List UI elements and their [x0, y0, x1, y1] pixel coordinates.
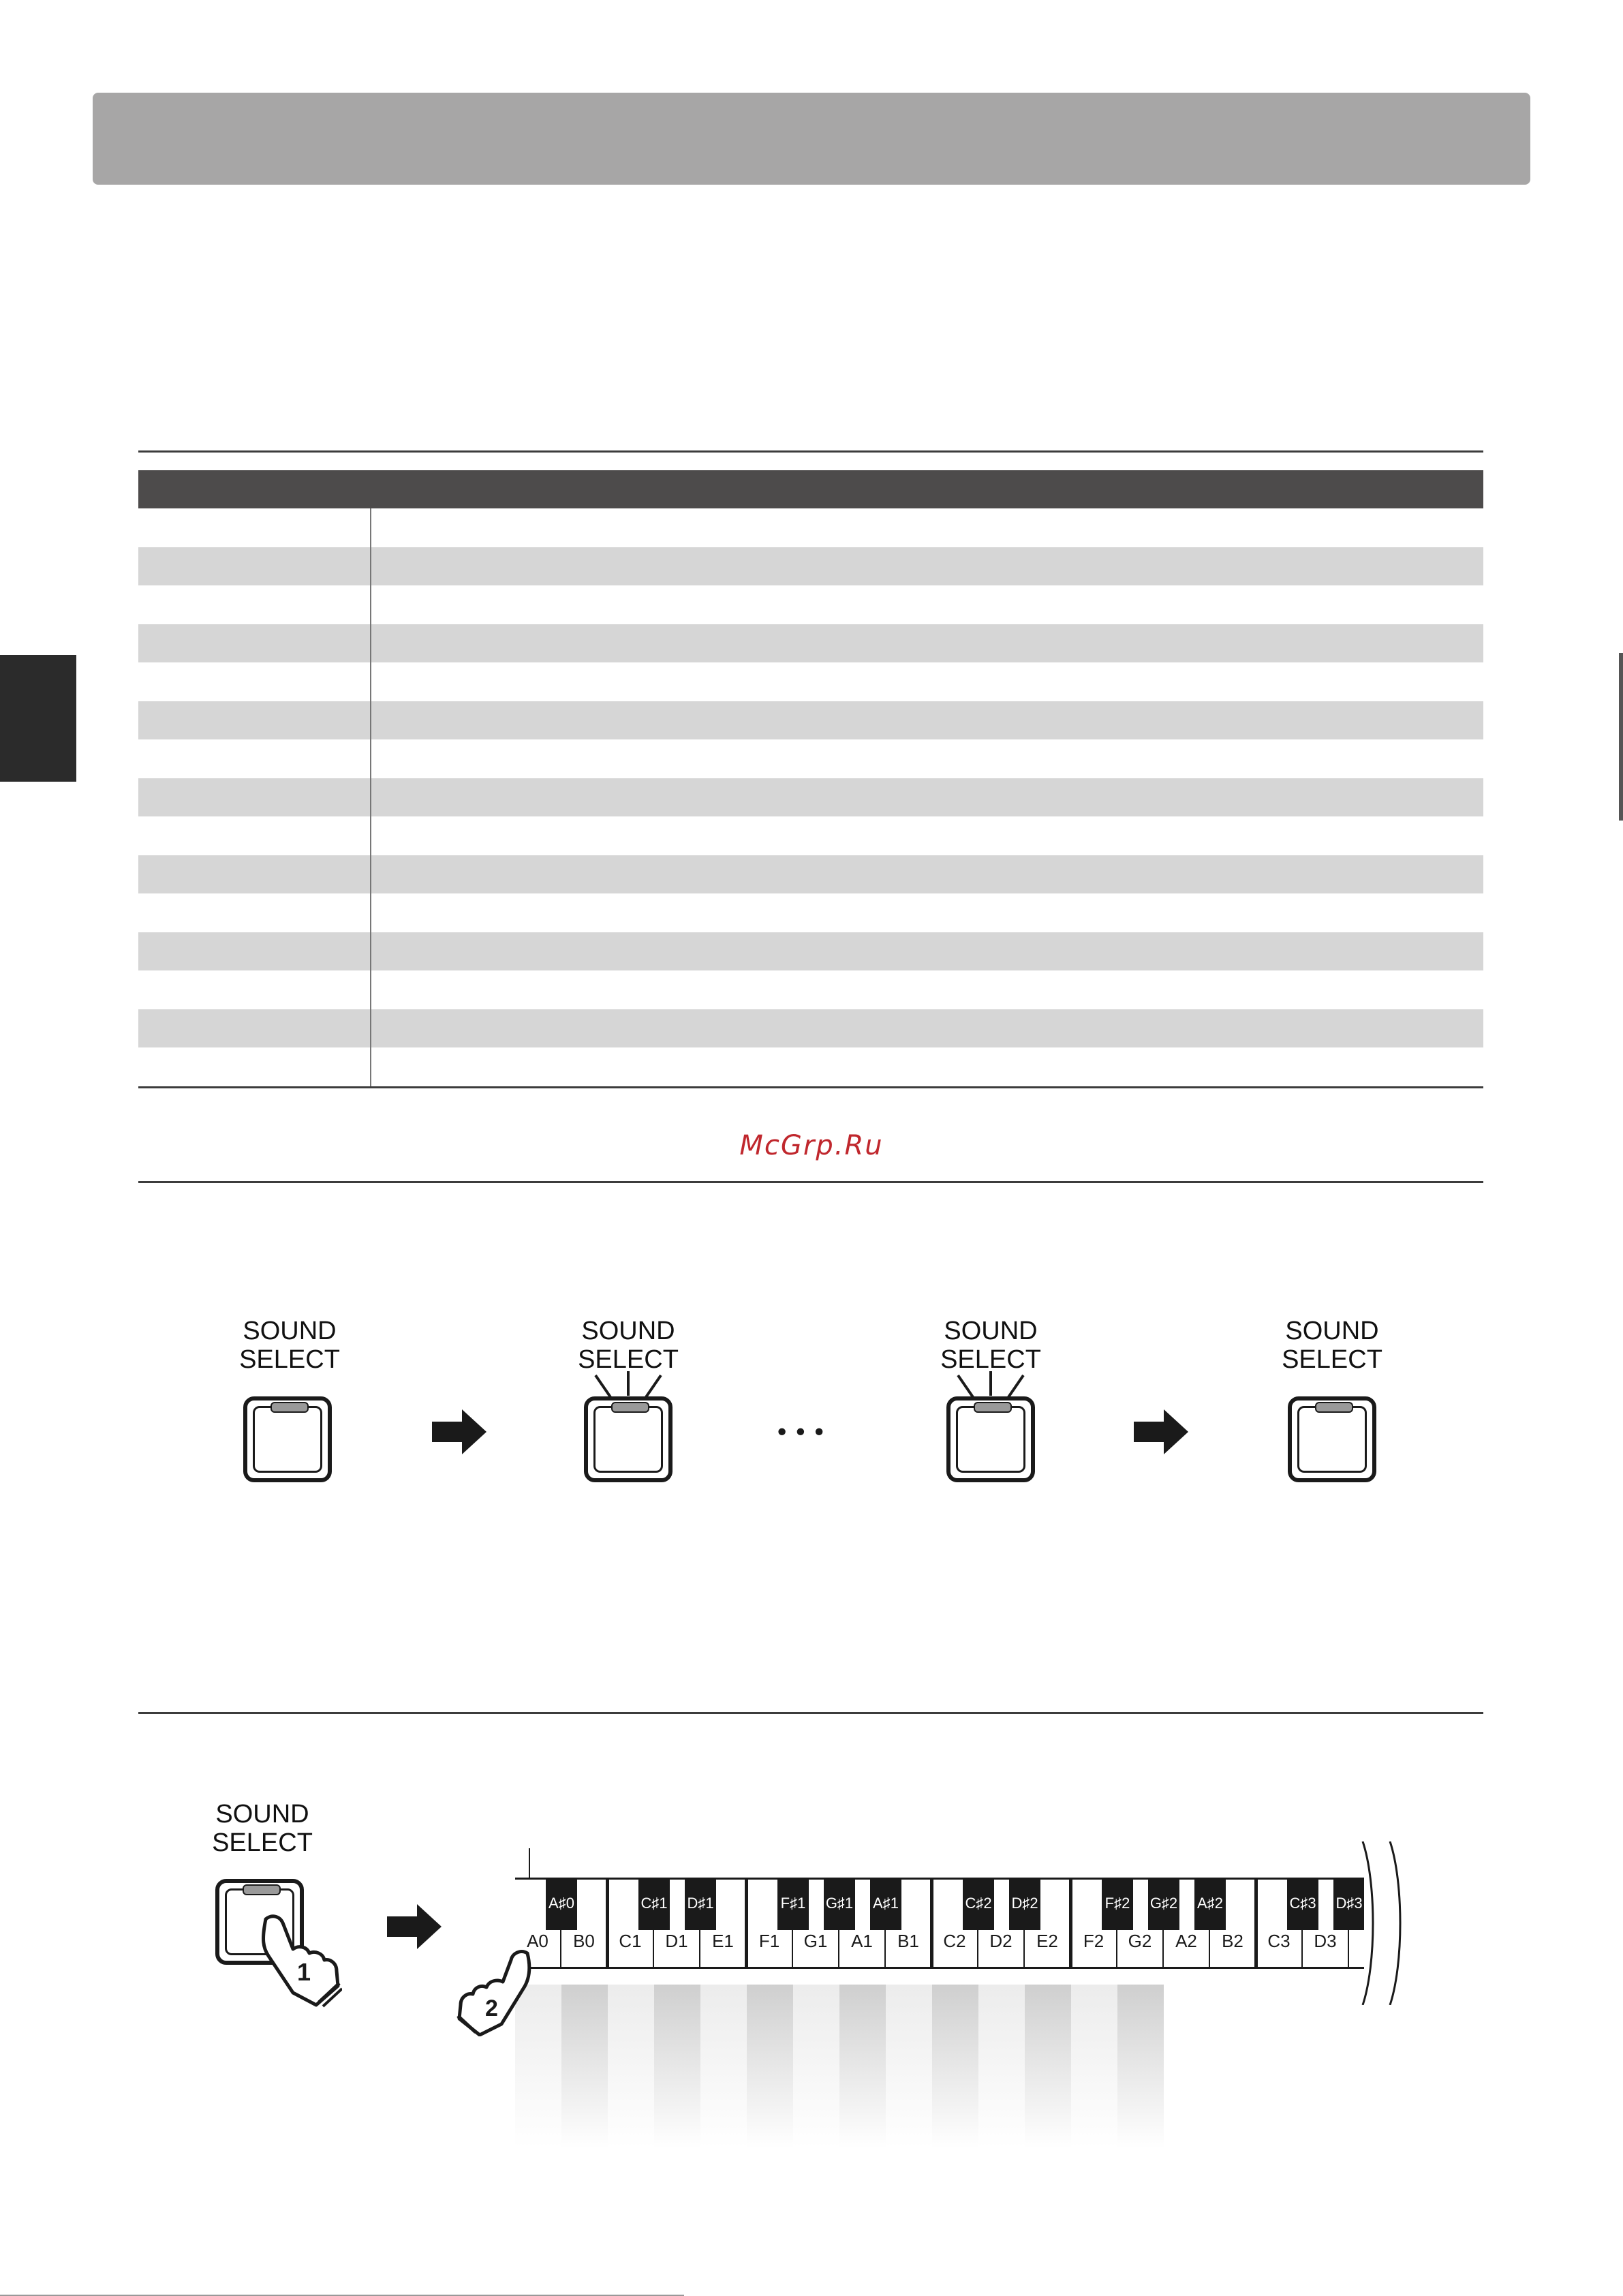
sound-select-label-line1: SOUND	[215, 1800, 309, 1828]
sound-select-label	[208, 1317, 371, 1374]
key-highlight-glow	[978, 1985, 1025, 2148]
white-key-label: F1	[758, 1931, 780, 1951]
table-row	[138, 1009, 1483, 1048]
button-inner-outline	[1297, 1406, 1367, 1473]
sound-select-button-lit[interactable]	[584, 1396, 673, 1482]
table-row	[138, 585, 1483, 624]
button-inner-outline	[253, 1406, 322, 1473]
table-row	[138, 701, 1483, 740]
white-key-label: B0	[573, 1931, 595, 1951]
keyboard-pointer-line	[529, 1848, 530, 1878]
sound-select-label-line2: SELECT	[940, 1345, 1041, 1374]
sound-select-label-line2: SELECT	[1282, 1345, 1382, 1374]
table-row	[138, 1047, 1483, 1086]
white-key-label: A0	[527, 1931, 548, 1951]
key-group-separator	[1069, 1880, 1072, 1967]
sound-select-label	[909, 1317, 1072, 1374]
hand-press-icon	[253, 1912, 342, 2008]
black-key[interactable]	[1148, 1880, 1179, 1930]
table-row	[138, 893, 1483, 932]
white-key-label: D2	[989, 1931, 1013, 1951]
black-key-label: D♯2	[1011, 1895, 1038, 1912]
table-row	[138, 778, 1483, 817]
black-key[interactable]	[824, 1880, 855, 1930]
black-key[interactable]	[963, 1880, 994, 1930]
white-key-label: E2	[1036, 1931, 1058, 1951]
led-indicator	[611, 1402, 649, 1413]
step-2-badge: 2	[485, 1995, 498, 2021]
key-highlight-glow	[608, 1985, 654, 2148]
sound-select-label	[1250, 1317, 1414, 1374]
black-key[interactable]	[546, 1880, 577, 1930]
arrow-right-icon	[432, 1409, 486, 1454]
key-highlight-glow	[700, 1985, 747, 2148]
white-key-label: G1	[803, 1931, 828, 1951]
led-indicator	[974, 1402, 1012, 1413]
key-group-separator	[606, 1880, 609, 1967]
led-indicator	[1315, 1402, 1353, 1413]
sound-table	[138, 470, 1483, 1086]
table-header-row	[138, 470, 1483, 508]
sound-select-label-line2: SELECT	[239, 1345, 340, 1374]
arrow-right-icon	[1134, 1409, 1188, 1454]
sound-select-label-line1: SOUND	[581, 1317, 675, 1345]
table-row	[138, 662, 1483, 701]
black-key[interactable]	[1102, 1880, 1133, 1930]
key-highlight-glow	[839, 1985, 886, 2148]
table-row	[138, 624, 1483, 663]
black-key-label: D♯3	[1335, 1895, 1363, 1912]
white-key-label: A1	[851, 1931, 873, 1951]
key-group-separator	[745, 1880, 748, 1967]
white-key-label: G2	[1128, 1931, 1152, 1951]
watermark-text: McGrp.Ru	[739, 1130, 884, 1161]
hand-press-icon	[455, 1949, 534, 2036]
table-row	[138, 547, 1483, 586]
ellipsis-icon: •••	[775, 1419, 831, 1447]
key-highlight-glow	[561, 1985, 608, 2148]
sound-select-label-line2: SELECT	[212, 1828, 313, 1857]
table-top-rule	[138, 450, 1483, 453]
black-key-label: C♯1	[640, 1895, 668, 1912]
black-key-label: G♯1	[825, 1895, 854, 1912]
black-key-label: G♯2	[1149, 1895, 1178, 1912]
button-inner-outline	[593, 1406, 663, 1473]
table-row	[138, 739, 1483, 778]
white-key-label: C2	[943, 1931, 966, 1951]
black-key-label: D♯1	[687, 1895, 714, 1912]
black-key[interactable]	[777, 1880, 809, 1930]
black-key-label: F♯1	[780, 1895, 806, 1912]
table-row	[138, 816, 1483, 855]
sound-select-label-line1: SOUND	[944, 1317, 1038, 1345]
sound-select-label	[546, 1317, 710, 1374]
table-bottom-rule	[138, 1086, 1483, 1088]
key-highlight-glow	[886, 1985, 932, 2148]
led-indicator	[243, 1884, 281, 1895]
white-key-label: F2	[1083, 1931, 1104, 1951]
keyboard	[515, 1878, 1374, 1969]
sound-select-label-line1: SOUND	[1285, 1317, 1379, 1345]
black-key[interactable]	[1194, 1880, 1226, 1930]
arrow-right-icon	[387, 1904, 442, 1949]
white-key-label: D3	[1314, 1931, 1337, 1951]
key-highlight-glow	[747, 1985, 793, 2148]
key-group-separator	[1254, 1880, 1258, 1967]
white-key-label: C3	[1267, 1931, 1290, 1951]
black-key-label: A♯1	[873, 1895, 899, 1912]
black-key-label: A♯0	[548, 1895, 574, 1912]
section-header-bar	[93, 93, 1530, 185]
table-row	[138, 970, 1483, 1009]
chapter-side-tab	[0, 655, 76, 782]
key-highlight-glow	[654, 1985, 700, 2148]
section-rule	[138, 1181, 1483, 1183]
white-key-label: A2	[1175, 1931, 1197, 1951]
key-highlight-glow	[793, 1985, 839, 2148]
button-inner-outline	[956, 1406, 1025, 1473]
led-indicator	[270, 1402, 309, 1413]
white-key-label: B1	[897, 1931, 919, 1951]
black-key[interactable]	[1009, 1880, 1040, 1930]
white-key-label: B2	[1222, 1931, 1243, 1951]
black-key[interactable]	[685, 1880, 716, 1930]
sound-select-label-line2: SELECT	[578, 1345, 679, 1374]
key-group-separator	[930, 1880, 933, 1967]
table-row	[138, 508, 1483, 547]
black-key-label: A♯2	[1197, 1895, 1223, 1912]
white-key-label: D1	[665, 1931, 688, 1951]
black-key-label: C♯3	[1289, 1895, 1316, 1912]
table-row	[138, 932, 1483, 971]
key-highlight-glow	[932, 1985, 978, 2148]
break-line-icon	[1356, 1841, 1410, 2005]
table-column-divider	[370, 508, 371, 1086]
black-key-label: F♯2	[1104, 1895, 1130, 1912]
table-row	[138, 855, 1483, 894]
sound-select-label-line1: SOUND	[243, 1317, 337, 1345]
key-highlight-glow	[1025, 1985, 1071, 2148]
black-key[interactable]	[638, 1880, 670, 1930]
sound-select-button[interactable]	[243, 1396, 332, 1482]
sound-select-button[interactable]	[1288, 1396, 1376, 1482]
white-key-label: C1	[619, 1931, 642, 1951]
black-key[interactable]	[1287, 1880, 1318, 1930]
black-key[interactable]	[870, 1880, 901, 1930]
black-key-label: C♯2	[965, 1895, 992, 1912]
sound-select-label	[181, 1800, 344, 1857]
key-highlight-glow	[1117, 1985, 1164, 2148]
step-1-badge: 1	[297, 1958, 311, 1986]
white-key-label: E1	[712, 1931, 734, 1951]
sound-select-button-lit[interactable]	[946, 1396, 1035, 1482]
section-rule	[138, 1712, 1483, 1714]
page-edge-marker	[1619, 653, 1623, 821]
key-highlight-glow	[1071, 1985, 1117, 2148]
